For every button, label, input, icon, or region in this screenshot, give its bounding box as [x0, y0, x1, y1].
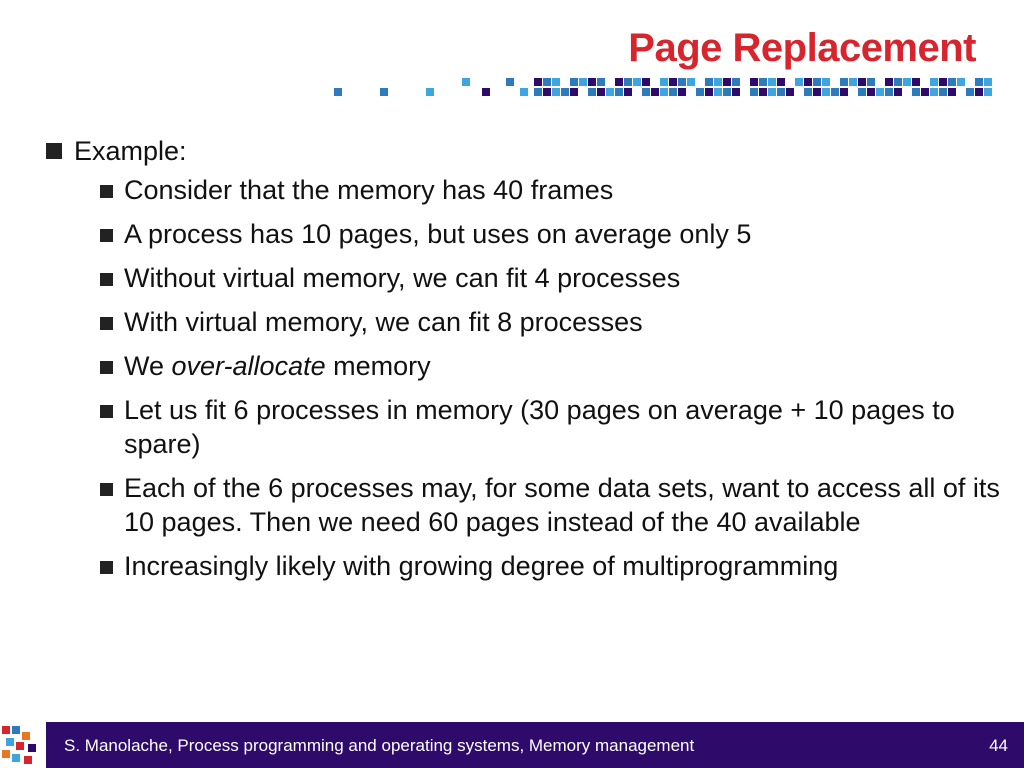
decorative-square	[588, 88, 596, 96]
sub-bullet-text: Let us fit 6 processes in memory (30 pages on average + 10 pages to spare)	[124, 395, 955, 459]
decorative-square	[894, 78, 902, 86]
decorative-square	[840, 88, 848, 96]
decorative-square	[334, 88, 342, 96]
decorative-square	[804, 88, 812, 96]
decorative-square	[759, 88, 767, 96]
decorative-square	[822, 78, 830, 86]
decorative-square	[750, 78, 758, 86]
decorative-square	[984, 88, 992, 96]
decorative-square	[822, 88, 830, 96]
decorative-square	[669, 78, 677, 86]
decorative-square	[858, 78, 866, 86]
decorative-square	[714, 78, 722, 86]
sub-bullet	[100, 173, 1006, 207]
decorative-square	[588, 78, 596, 86]
text-segment: We	[124, 351, 172, 381]
decorative-square	[482, 88, 490, 96]
decorative-square	[642, 88, 650, 96]
decorative-square	[876, 88, 884, 96]
decorative-square	[768, 78, 776, 86]
decorative-square	[966, 88, 974, 96]
decorative-square	[750, 88, 758, 96]
sub-bullet	[100, 349, 1006, 383]
decorative-square	[831, 88, 839, 96]
decorative-square	[732, 88, 740, 96]
footer-bar	[0, 722, 1024, 768]
decorative-square	[705, 78, 713, 86]
decorative-square	[912, 78, 920, 86]
decorative-square	[885, 78, 893, 86]
decorative-square	[633, 78, 641, 86]
sub-bullet	[100, 549, 1006, 583]
sub-bullet-text: Without virtual memory, we can fit 4 processes	[124, 263, 681, 293]
decorative-square	[849, 78, 857, 86]
decorative-square	[579, 78, 587, 86]
decorative-square	[705, 88, 713, 96]
decorative-square	[570, 88, 578, 96]
bullet-square-icon	[100, 229, 113, 242]
decorative-square	[543, 78, 551, 86]
decorative-square	[795, 78, 803, 86]
decorative-square	[939, 88, 947, 96]
sub-bullet-text: A process has 10 pages, but uses on average only 5	[124, 219, 752, 249]
decorative-square	[462, 78, 470, 86]
decorative-square	[506, 78, 514, 86]
decorative-square	[543, 88, 551, 96]
decorative-square	[624, 78, 632, 86]
decorative-square	[975, 88, 983, 96]
decorative-square	[759, 78, 767, 86]
sub-bullet-text	[124, 349, 1006, 383]
decorative-square	[380, 88, 388, 96]
decorative-square	[984, 78, 992, 86]
sub-bullet-text: Increasingly likely with growing degree of multiprogramming	[124, 551, 839, 581]
decorative-square	[678, 78, 686, 86]
sub-bullet-text: Each of the 6 processes may, for some data sets, want to access all of its 10 pages. Then we need 60 pages instead of the 40 available	[124, 473, 1000, 537]
decorative-square	[723, 88, 731, 96]
bullet-square-icon	[100, 361, 113, 374]
decorative-square	[669, 88, 677, 96]
decorative-square	[939, 78, 947, 86]
decorative-square	[921, 88, 929, 96]
sub-bullet	[100, 393, 1006, 461]
decorative-square	[912, 88, 920, 96]
decorative-square	[777, 88, 785, 96]
decorative-square	[534, 88, 542, 96]
decorative-square	[687, 78, 695, 86]
decorative-square	[903, 78, 911, 86]
decorative-square	[948, 78, 956, 86]
main-bullet	[46, 136, 1006, 167]
sub-bullet	[100, 217, 1006, 251]
sub-bullet-text: Consider that the memory has 40 frames	[124, 175, 614, 205]
decorative-square	[777, 78, 785, 86]
slide-body	[46, 136, 1006, 593]
emphasized-text: over-allocate	[171, 351, 326, 381]
decorative-square	[534, 78, 542, 86]
bullet-square-icon	[100, 317, 113, 330]
decorative-square-pattern	[0, 74, 1024, 98]
decorative-square	[975, 78, 983, 86]
bullet-square-icon	[46, 143, 62, 159]
decorative-square	[651, 88, 659, 96]
decorative-square	[561, 88, 569, 96]
bullet-square-icon	[100, 273, 113, 286]
decorative-square	[804, 78, 812, 86]
decorative-square	[597, 78, 605, 86]
decorative-square	[786, 88, 794, 96]
decorative-square	[624, 88, 632, 96]
decorative-square	[867, 78, 875, 86]
bullet-square-icon	[100, 185, 113, 198]
sub-bullet-text: With virtual memory, we can fit 8 processes	[124, 307, 643, 337]
logo-icon	[0, 722, 46, 768]
decorative-square	[660, 88, 668, 96]
main-bullet-text: Example:	[74, 136, 187, 166]
bullet-square-icon	[100, 483, 113, 496]
decorative-square	[642, 78, 650, 86]
sub-bullet	[100, 305, 1006, 339]
sub-bullet-list	[100, 173, 1006, 583]
decorative-square	[930, 88, 938, 96]
decorative-square	[615, 88, 623, 96]
decorative-square	[885, 88, 893, 96]
decorative-square	[867, 88, 875, 96]
text-segment: memory	[325, 351, 431, 381]
decorative-square	[426, 88, 434, 96]
decorative-square	[552, 88, 560, 96]
decorative-square	[552, 78, 560, 86]
decorative-square	[520, 88, 528, 96]
decorative-square	[894, 88, 902, 96]
decorative-square	[732, 78, 740, 86]
decorative-square	[714, 88, 722, 96]
decorative-square	[948, 88, 956, 96]
sub-bullet	[100, 261, 1006, 295]
slide-title: Page Replacement	[628, 26, 976, 70]
decorative-square	[768, 88, 776, 96]
decorative-square	[930, 78, 938, 86]
decorative-square	[813, 88, 821, 96]
sub-bullet	[100, 471, 1006, 539]
decorative-square	[813, 78, 821, 86]
decorative-square	[858, 88, 866, 96]
decorative-square	[696, 88, 704, 96]
decorative-square	[597, 88, 605, 96]
decorative-square	[606, 88, 614, 96]
decorative-square	[957, 78, 965, 86]
decorative-square	[840, 78, 848, 86]
page-number: 44	[989, 736, 1008, 755]
decorative-square	[615, 78, 623, 86]
decorative-square	[678, 88, 686, 96]
decorative-square	[660, 78, 668, 86]
decorative-square	[570, 78, 578, 86]
decorative-square	[723, 78, 731, 86]
bullet-square-icon	[100, 561, 113, 574]
footer-text: S. Manolache, Process programming and operating systems, Memory management	[64, 736, 695, 755]
bullet-square-icon	[100, 405, 113, 418]
